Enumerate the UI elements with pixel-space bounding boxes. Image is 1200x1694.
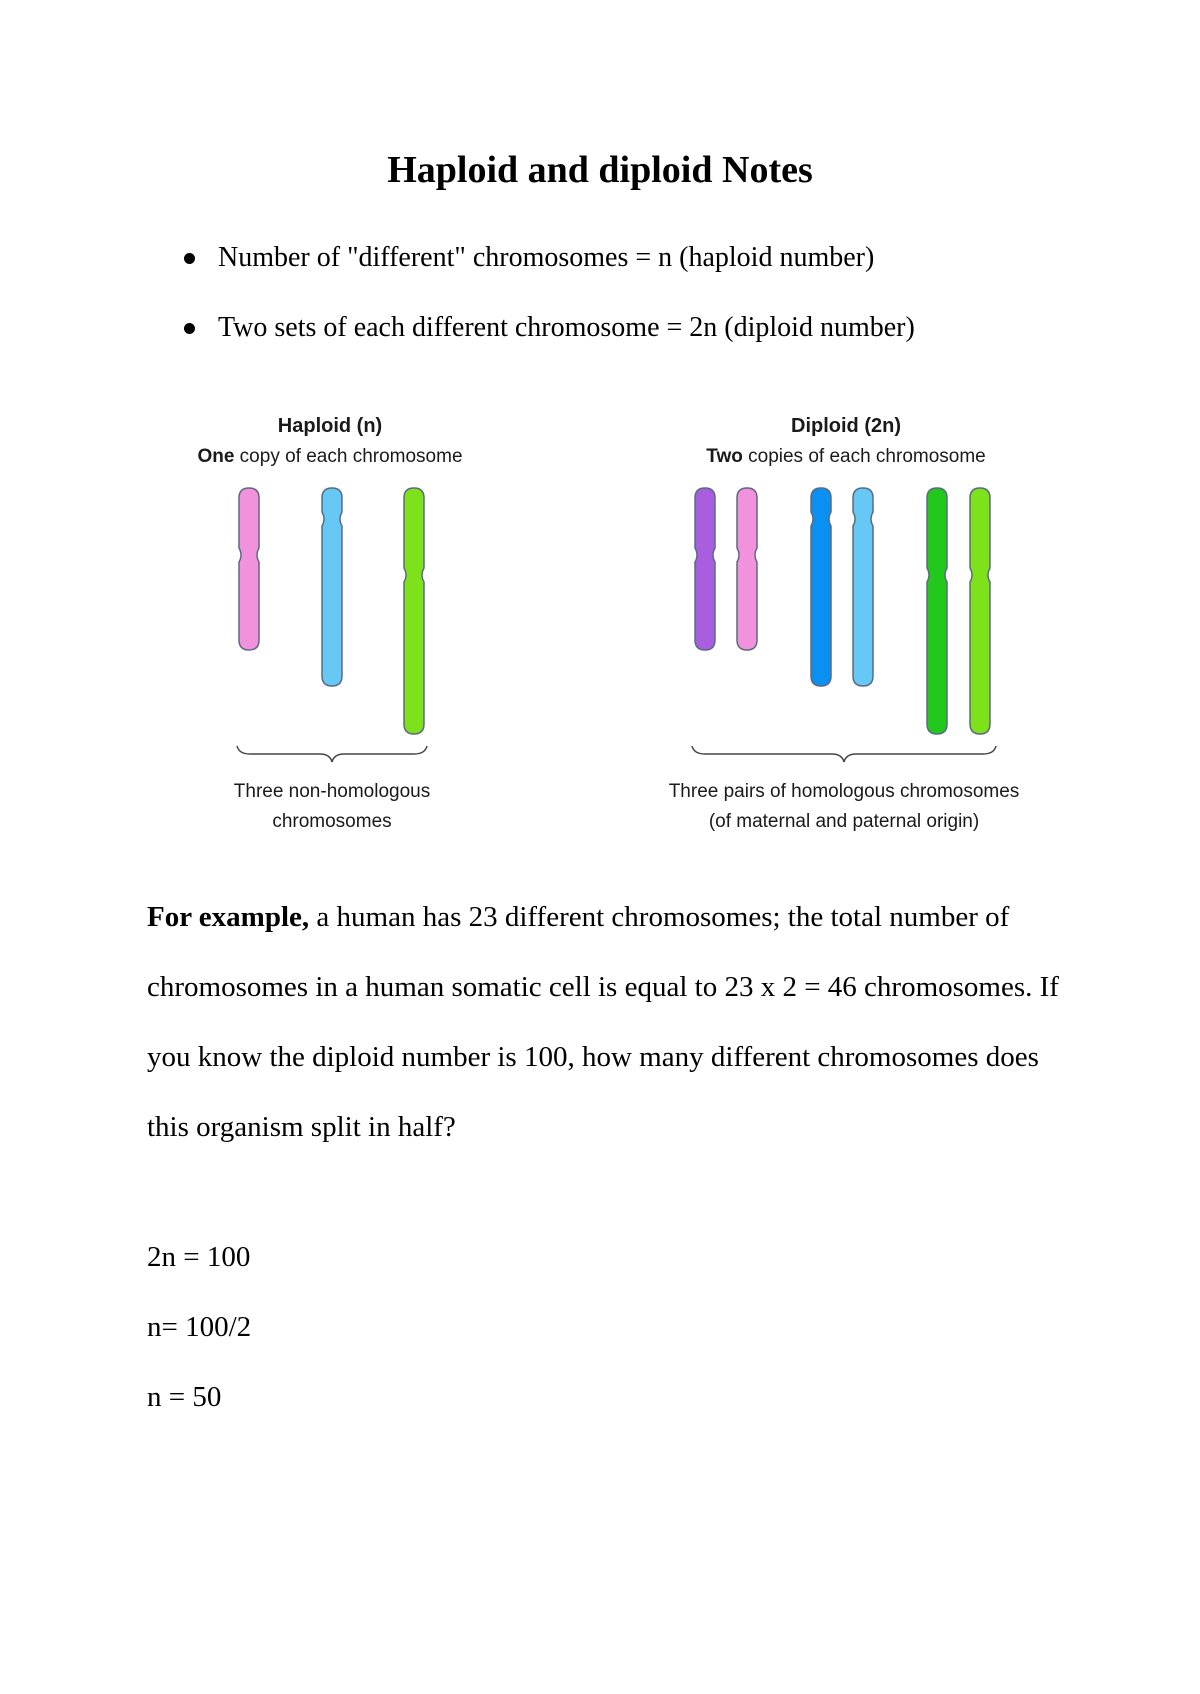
equation-line: n = 50 bbox=[147, 1381, 222, 1413]
chromosome-green bbox=[927, 488, 947, 734]
equation-line: n= 100/2 bbox=[147, 1311, 252, 1343]
chromosome-blue bbox=[811, 488, 831, 686]
haploid-caption-line1: Three non-homologous bbox=[233, 781, 431, 802]
chromosome-lime bbox=[970, 488, 990, 734]
chromosome-pink bbox=[239, 488, 259, 650]
chromosome-lime bbox=[404, 488, 424, 734]
diploid-caption-line1: Three pairs of homologous chromosomes bbox=[668, 781, 1020, 802]
bullet-item bbox=[180, 308, 915, 378]
chromosome-pink bbox=[737, 488, 757, 650]
bullet-item bbox=[180, 238, 915, 308]
bullet-dot-icon bbox=[184, 323, 195, 334]
haploid-subtitle-rest: copy of each chromosome bbox=[234, 446, 463, 467]
diploid-subtitle bbox=[706, 446, 986, 467]
haploid-brace bbox=[237, 746, 427, 762]
example-paragraph bbox=[147, 882, 1067, 1162]
diploid-subtitle-bold: Two bbox=[706, 446, 743, 467]
haploid-subtitle-bold: One bbox=[197, 446, 235, 467]
haploid-caption-line2: chromosomes bbox=[272, 811, 392, 832]
bullet-text: Number of "different" chromosomes = n (haploid number) bbox=[218, 242, 875, 273]
diploid-heading: Diploid (2n) bbox=[791, 415, 901, 437]
diploid-brace bbox=[692, 746, 996, 762]
page-title: Haploid and diploid Notes bbox=[387, 149, 813, 191]
example-lead: For example, bbox=[147, 901, 310, 933]
bullet-text: Two sets of each different chromosome = 2n (diploid number) bbox=[218, 312, 915, 343]
diploid-subtitle-rest: copies of each chromosome bbox=[742, 446, 986, 467]
chromosome-diagram bbox=[160, 400, 1040, 840]
diploid-caption-line2: (of maternal and paternal origin) bbox=[708, 811, 980, 832]
chromosome-light-blue bbox=[322, 488, 342, 686]
bullet-dot-icon bbox=[184, 253, 195, 264]
equation-line: 2n = 100 bbox=[147, 1241, 251, 1273]
chromosome-light-blue bbox=[853, 488, 873, 686]
haploid-heading: Haploid (n) bbox=[277, 415, 383, 437]
example-text: a human has 23 different chromosomes; the total number of chromosomes in a human somatic cell is equal to 23 x 2 = 46 chromosomes. If you know the diploid number is 100, how many different chromosomes does this organism split in half? bbox=[147, 901, 1059, 1143]
bullet-list bbox=[180, 238, 915, 378]
haploid-subtitle bbox=[197, 446, 462, 467]
chromosome-purple bbox=[695, 488, 715, 650]
